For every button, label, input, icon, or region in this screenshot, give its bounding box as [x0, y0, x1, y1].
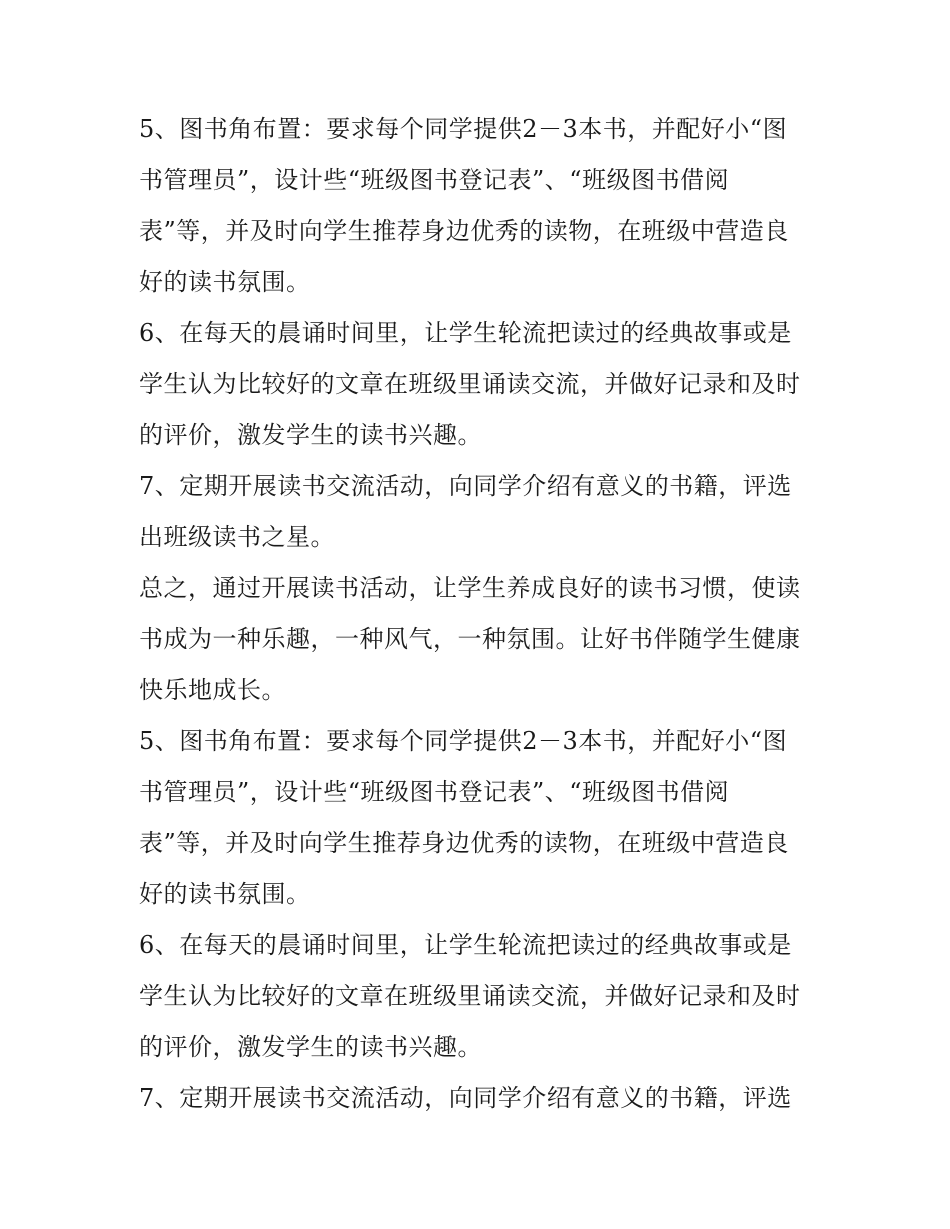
- text-line: 好的读书氛围。: [139, 268, 311, 296]
- text-line: 书管理员”，设计些“班级图书登记表”、“班级图书借阅: [139, 166, 730, 194]
- text-line: 学生认为比较好的文章在班级里诵读交流，并做好记录和及时: [139, 370, 801, 398]
- text-line: 7、定期开展读书交流活动，向同学介绍有意义的书籍，评选: [139, 472, 792, 500]
- text-line: 的评价，激发学生的读书兴趣。: [139, 421, 482, 449]
- text-line: 书成为一种乐趣，一种风气，一种氛围。让好书伴随学生健康: [139, 625, 801, 653]
- text-line: 总之，通过开展读书活动，让学生养成良好的读书习惯，使读: [139, 574, 801, 602]
- text-line: 6、在每天的晨诵时间里，让学生轮流把读过的经典故事或是: [139, 931, 792, 959]
- text-line: 5、图书角布置：要求每个同学提供2－3本书，并配好小“图: [139, 727, 788, 755]
- text-line: 5、图书角布置：要求每个同学提供2－3本书，并配好小“图: [139, 115, 788, 143]
- text-line: 7、定期开展读书交流活动，向同学介绍有意义的书籍，评选: [139, 1084, 792, 1112]
- text-line: 学生认为比较好的文章在班级里诵读交流，并做好记录和及时: [139, 982, 801, 1010]
- document-body: [139, 104, 829, 1124]
- text-line: 表”等，并及时向学生推荐身边优秀的读物，在班级中营造良: [139, 829, 789, 857]
- text-line: 好的读书氛围。: [139, 880, 311, 908]
- text-line: 的评价，激发学生的读书兴趣。: [139, 1033, 482, 1061]
- text-line: 书管理员”，设计些“班级图书登记表”、“班级图书借阅: [139, 778, 730, 806]
- text-line: 6、在每天的晨诵时间里，让学生轮流把读过的经典故事或是: [139, 319, 792, 347]
- text-line: 出班级读书之星。: [139, 523, 335, 551]
- text-line: 快乐地成长。: [139, 676, 286, 704]
- text-line: 表”等，并及时向学生推荐身边优秀的读物，在班级中营造良: [139, 217, 789, 245]
